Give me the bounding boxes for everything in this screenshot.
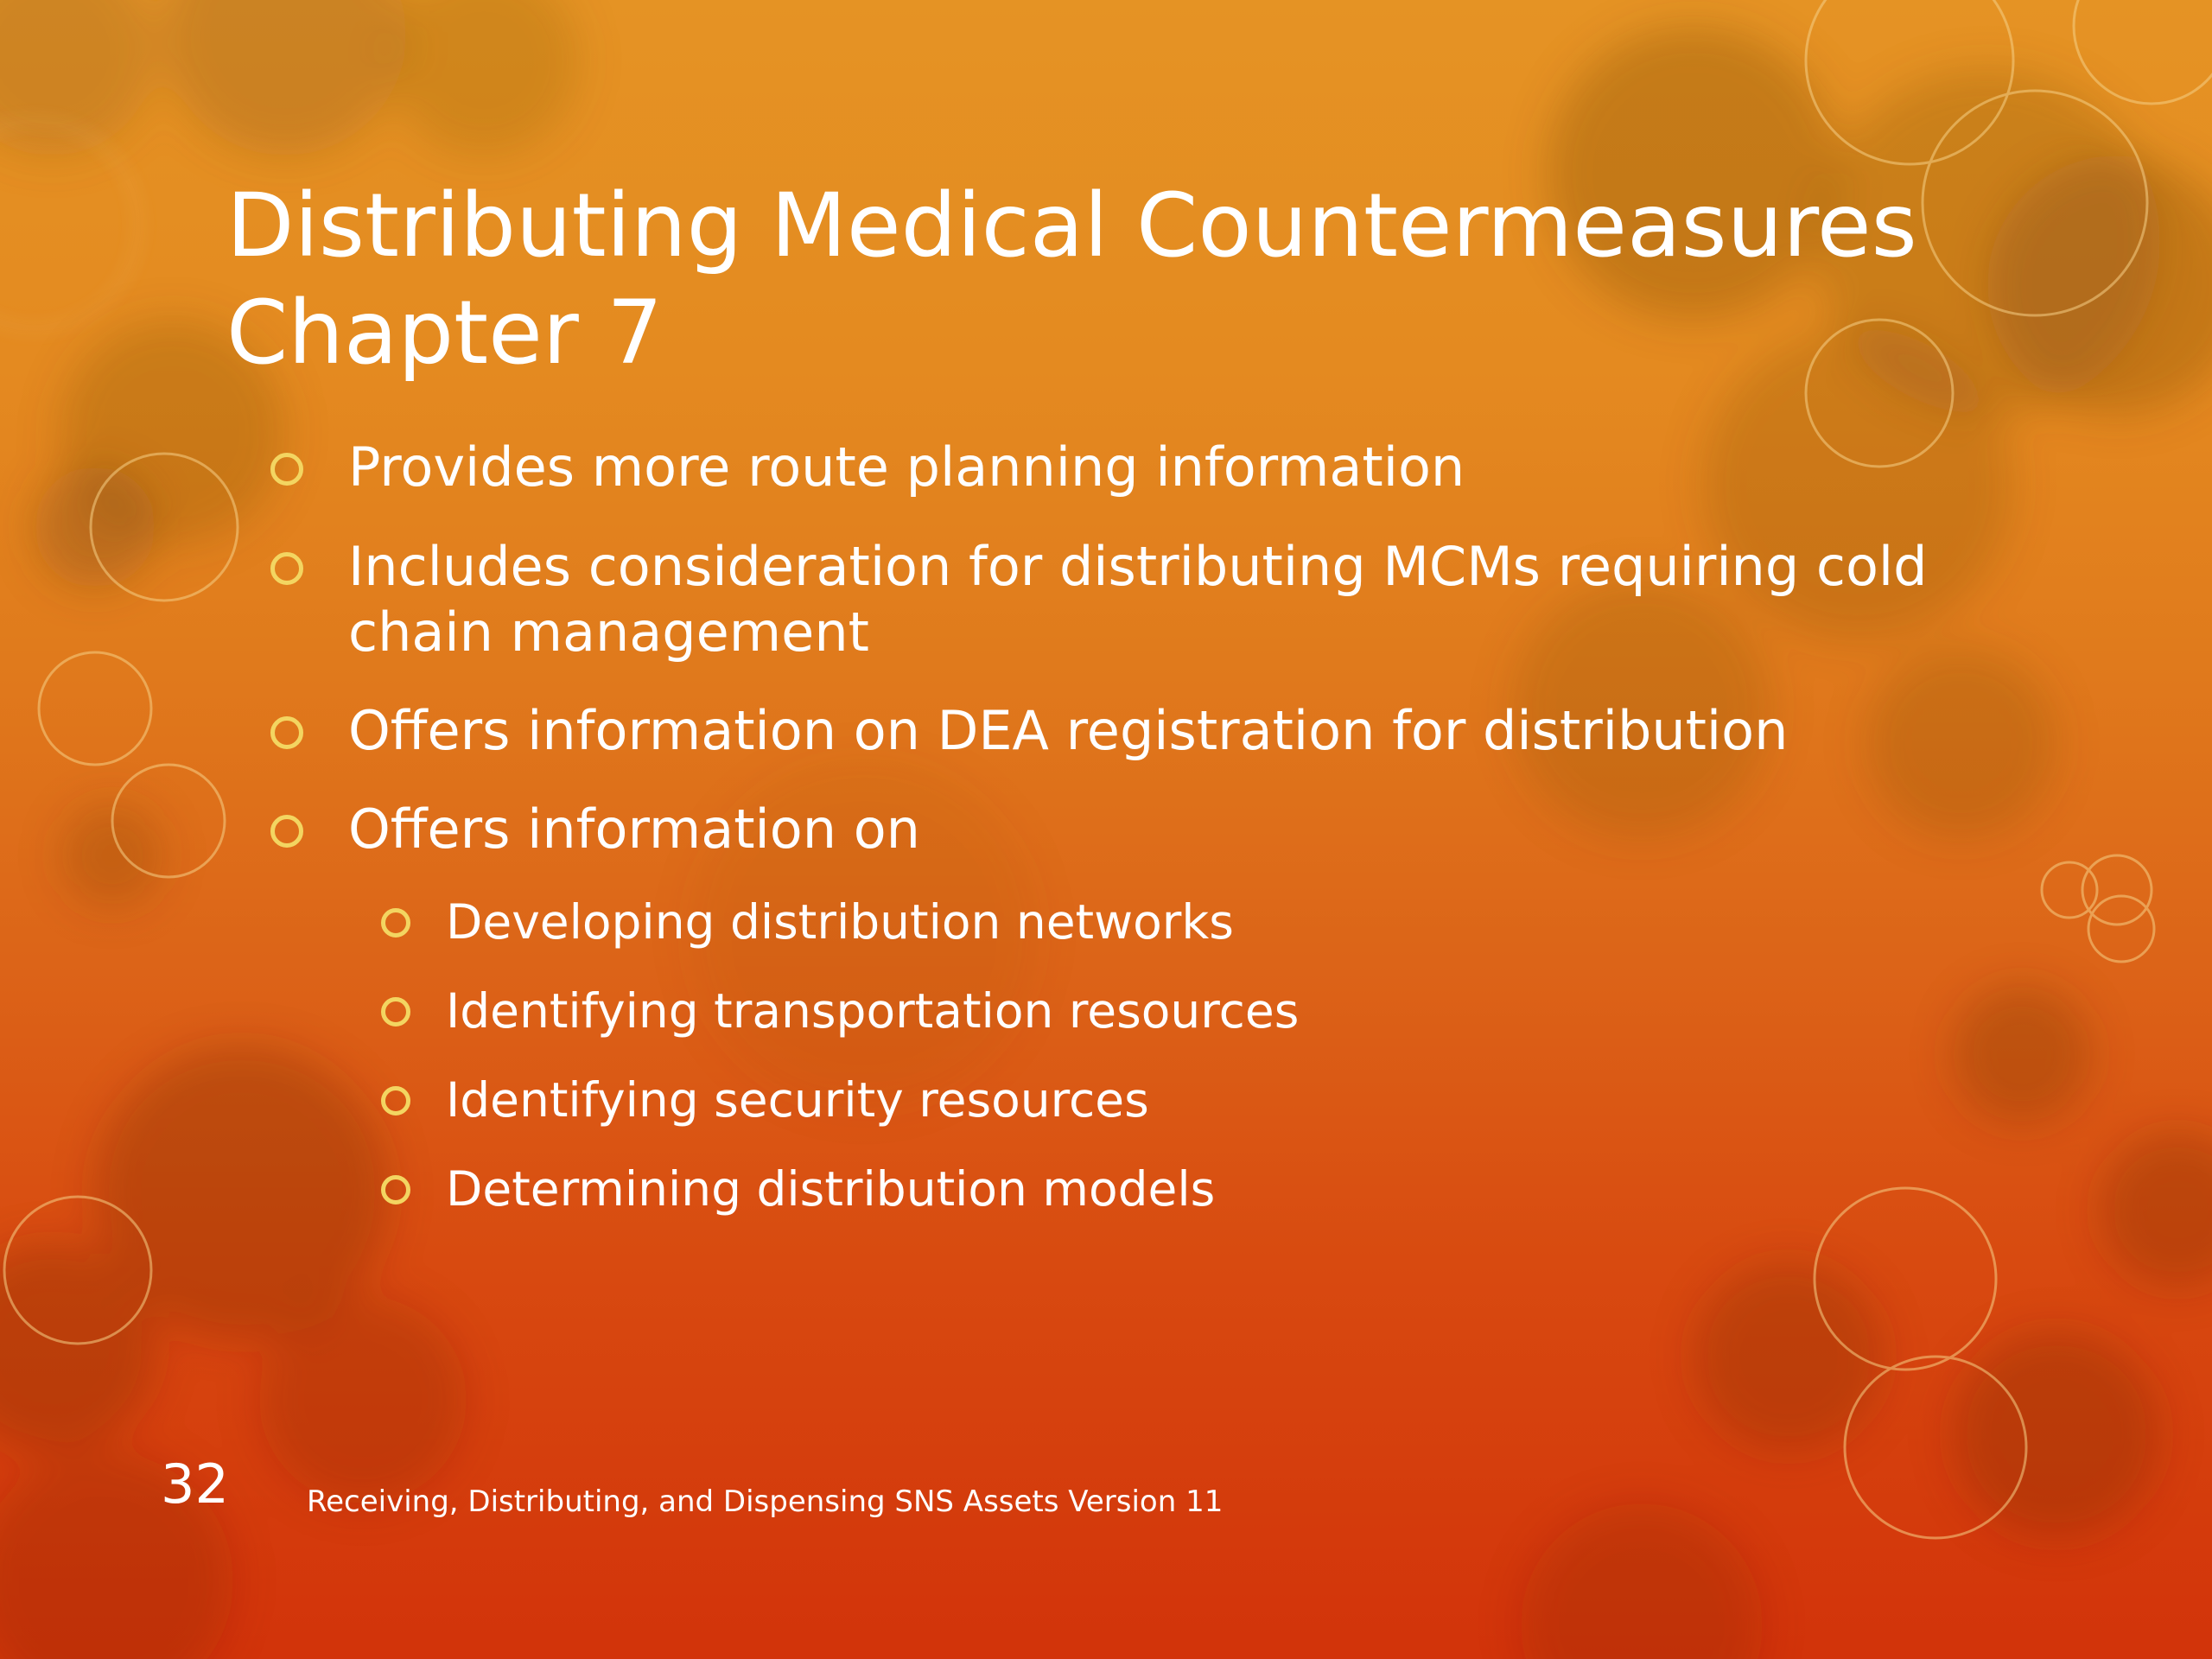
ring-bullet-icon	[381, 1175, 410, 1205]
sub-bullet-security-resources	[446, 1071, 1915, 1129]
ring-bullet-icon	[381, 997, 410, 1027]
bullet-text: Offers information on	[348, 798, 920, 861]
ring-bullet-icon	[381, 908, 410, 938]
bullet-text: Identifying transportation resources	[446, 983, 1300, 1039]
sub-bullet-distribution-networks	[446, 893, 1915, 951]
bullet-item-route-planning	[348, 435, 1955, 500]
title-line-2: Chapter 7	[226, 282, 664, 385]
bullet-item-cold-chain	[348, 534, 1955, 665]
ring-bullet-icon	[381, 1086, 410, 1116]
bullet-text: Determining distribution models	[446, 1161, 1216, 1217]
ring-bullet-icon	[270, 716, 303, 749]
bullet-item-offers-information	[348, 797, 1955, 862]
bullet-text: Includes consideration for distributing MCMs requiring cold chain management	[348, 535, 1928, 664]
bullet-item-dea-registration	[348, 698, 1955, 764]
bullet-text: Developing distribution networks	[446, 894, 1234, 950]
slide-footer: Receiving, Distributing, and Dispensing SNS Assets Version 11	[307, 1484, 1224, 1519]
slide-number: 32	[161, 1452, 229, 1516]
ring-bullet-icon	[270, 552, 303, 585]
bullet-text: Offers information on DEA registration for distribution	[348, 699, 1789, 762]
ring-bullet-icon	[270, 453, 303, 486]
bullet-text: Identifying security resources	[446, 1072, 1149, 1128]
sub-bullet-transportation-resources	[446, 982, 1915, 1040]
title-line-1: Distributing Medical Countermeasures	[226, 175, 1917, 277]
sub-bullet-distribution-models	[446, 1160, 1915, 1218]
bullet-text: Provides more route planning information	[348, 435, 1465, 499]
ring-bullet-icon	[270, 815, 303, 848]
